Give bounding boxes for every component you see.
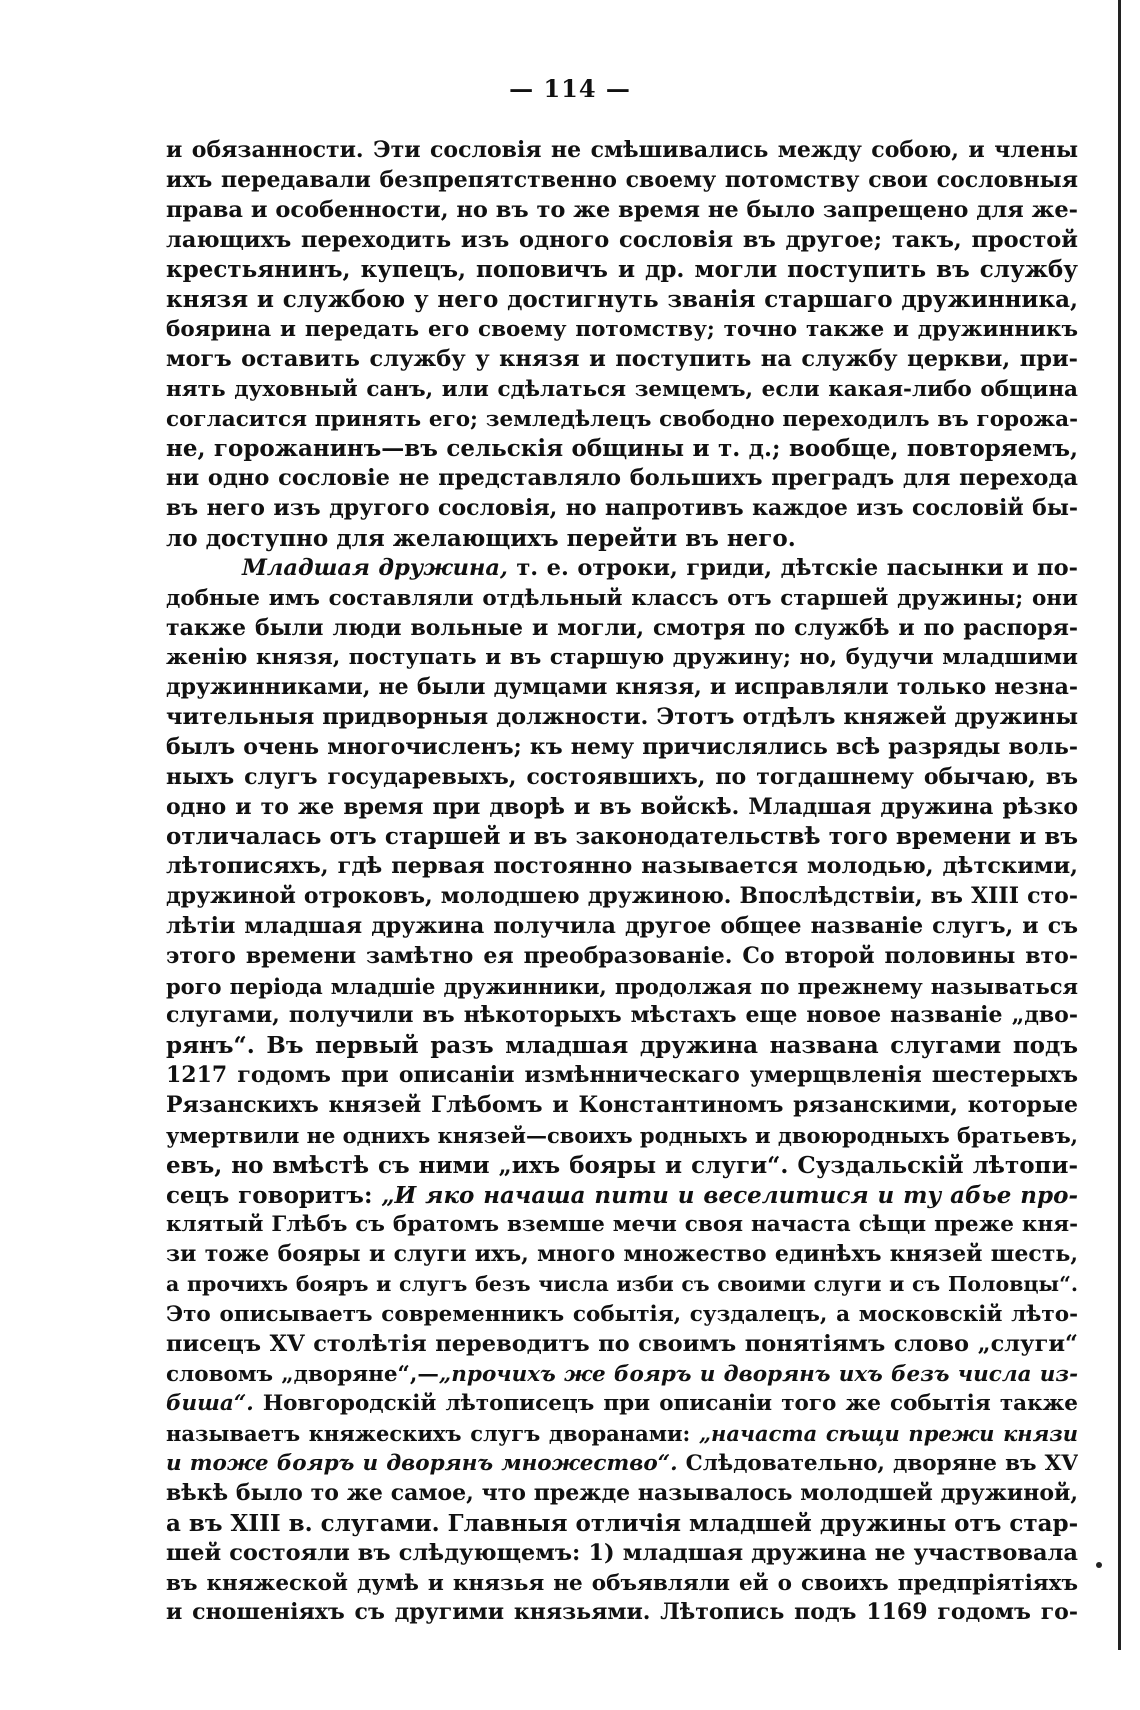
body-text (166, 136, 1078, 1628)
text-line: дружиной отроковъ, молодшею дружиною. Впослѣдствіи, въ XIII сто- (166, 883, 1078, 910)
plain-run: сецъ говоритъ: (166, 1181, 382, 1209)
text-line: также были люди вольные и могли, смотря по службѣ и по распоря- (166, 614, 1078, 641)
text-line (166, 1419, 1078, 1449)
plain-run: словомъ „дворяне“,— (166, 1361, 439, 1387)
text-line: былъ очень многочисленъ; къ нему причислялись всѣ разряды воль- (166, 733, 1078, 760)
text-line (166, 1181, 1078, 1211)
text-line: вѣкѣ было то же самое, что прежде называлось молодшей дружиной, (166, 1479, 1078, 1506)
italic-run: Младшая дружина, (242, 554, 508, 581)
italic-run: и тоже бояръ и дворянъ множество“. (166, 1451, 678, 1477)
text-line: дружинниками, не были думцами князя, и исправляли только незна- (166, 674, 1078, 701)
text-line: клятый Глѣбъ съ братомъ вземше мечи своя начаста сѣщи преже кня- (166, 1212, 1078, 1238)
text-line: и обязанности. Эти сословія не смѣшивались между собою, и члены (166, 137, 1078, 163)
text-line: слугами, получили въ нѣкоторыхъ мѣстахъ еще новое названіе „дво- (166, 1002, 1078, 1029)
text-line: нять духовный санъ, или сдѣлаться земцемъ, если какая-либо община (166, 376, 1078, 402)
italic-run: биша“. (166, 1391, 254, 1417)
text-line: не, горожанинъ—въ сельскія общины и т. д.; вообще, повторяемъ, (166, 435, 1078, 463)
text-line: умертвили не однихъ князей—своихъ родныхъ и двоюродныхъ братьевъ, (166, 1122, 1078, 1148)
text-line: писецъ XV столѣтія переводитъ по своимъ понятіямъ слово „слуги“ (166, 1330, 1078, 1357)
text-line: Это описываетъ современникъ событія, суздалецъ, а московскій лѣто- (166, 1301, 1078, 1327)
text-line (166, 1389, 1078, 1419)
text-line: ло доступно для желающихъ перейти въ него. (166, 524, 796, 552)
text-line: одно и то же время при дворѣ и въ войскѣ. Младшая дружина рѣзко (166, 793, 1078, 820)
text-line: князя и службою у него достигнуть званія старшаго дружинника, (166, 286, 1078, 314)
italic-run: „прочихъ же бояръ и дворянъ ихъ безъ числа из- (438, 1361, 1078, 1387)
text-line (166, 554, 1078, 584)
text-line: шей состояли въ слѣдующемъ: 1) младшая дружина не участвовала (166, 1539, 1078, 1566)
text-line: добные имъ составляли отдѣльный классъ отъ старшей дружины; они (166, 585, 1078, 611)
text-line: въ него изъ другого сословія, но напротивъ каждое изъ сословій бы- (166, 495, 1078, 522)
text-line: Рязанскихъ князей Глѣбомъ и Константиномъ рязанскими, которые (166, 1092, 1078, 1118)
text-line: ихъ передавали безпрепятственно своему потомству свои сословныя (166, 166, 1078, 193)
text-line: лѣтіи младшая дружина получила другое общее названіе слугъ, и съ (166, 912, 1078, 939)
italic-run: „начаста сѣщи прежи князи (698, 1421, 1078, 1447)
text-line: согласится принять его; земледѣлецъ свободно переходилъ въ горожа- (166, 406, 1078, 432)
text-line: и сношеніяхъ съ другими князьями. Лѣтопись подъ 1169 годомъ го- (166, 1599, 1078, 1626)
text-line: лающихъ переходить изъ одного сословія въ другое; такъ, простой (166, 226, 1078, 253)
text-line: права и особенности, но въ то же время не было запрещено для же- (166, 196, 1078, 223)
text-line: женію князя, поступать и въ старшую дружину; но, будучи младшими (166, 645, 1078, 671)
text-line: зи тоже бояры и слуги ихъ, много множество единѣхъ князей шесть, (166, 1241, 1078, 1268)
plain-run: называетъ княжескихъ слугъ дворанами: (166, 1421, 699, 1447)
text-line (166, 1449, 1078, 1479)
text-line: евъ, но вмѣстѣ съ ними „ихъ бояры и слуги“. Суздальскій лѣтопи- (166, 1151, 1078, 1179)
text-line: а въ XIII в. слугами. Главныя отличія младшей дружины отъ стар- (166, 1509, 1078, 1537)
text-line: ни одно сословіе не представляло большихъ преградъ для перехода (166, 465, 1078, 492)
text-line: боярина и передать его своему потомству; точно также и дружинникъ (166, 317, 1078, 343)
text-line (166, 1360, 1078, 1390)
text-line: крестьянинъ, купецъ, поповичъ и др. могли поступить въ службу (166, 256, 1078, 284)
plain-run: т. е. отроки, гриди, дѣтскіе пасынки и по- (507, 554, 1078, 581)
text-line: этого времени замѣтно ея преобразованіе. Со второй половины вто- (166, 942, 1078, 969)
margin-dot (1096, 1562, 1102, 1568)
page-edge-line (1118, 0, 1121, 1650)
text-line: 1217 годомъ при описаніи измѣнническаго умерщвленія шестерыхъ (166, 1062, 1078, 1089)
text-line: а прочихъ бояръ и слугъ безъ числа изби съ своими слуги и съ Половцы“. (166, 1272, 1078, 1297)
text-line: отличалась отъ старшей и въ законодательствѣ того времени и въ (166, 823, 1078, 851)
text-line: могъ оставить службу у князя и поступить на службу церкви, при- (166, 345, 1078, 372)
text-line: ныхъ слугъ государевыхъ, состоявшихъ, по тогдашнему обычаю, въ (166, 763, 1078, 790)
text-line: въ княжеской думѣ и князья не объявляли ей о своихъ предпріятіяхъ (166, 1570, 1078, 1596)
page-number: — 114 — (509, 74, 631, 103)
plain-run: Слѣдовательно, дворяне въ XV (677, 1451, 1078, 1477)
text-line: рянъ“. Въ первый разъ младшая дружина названа слугами подъ (166, 1032, 1078, 1060)
text-line: чительныя придворныя должности. Этотъ отдѣлъ княжей дружины (166, 704, 1078, 731)
text-line: рого періода младшіе дружинники, продолжая по прежнему называться (166, 973, 1078, 999)
text-line: лѣтописяхъ, гдѣ первая постоянно называется молодью, дѣтскими, (166, 853, 1078, 880)
plain-run: Новгородскій лѣтописецъ при описаніи того же событія также (253, 1391, 1078, 1417)
italic-run: „И яко начаша пити и веселитися и ту абье про- (381, 1181, 1078, 1209)
